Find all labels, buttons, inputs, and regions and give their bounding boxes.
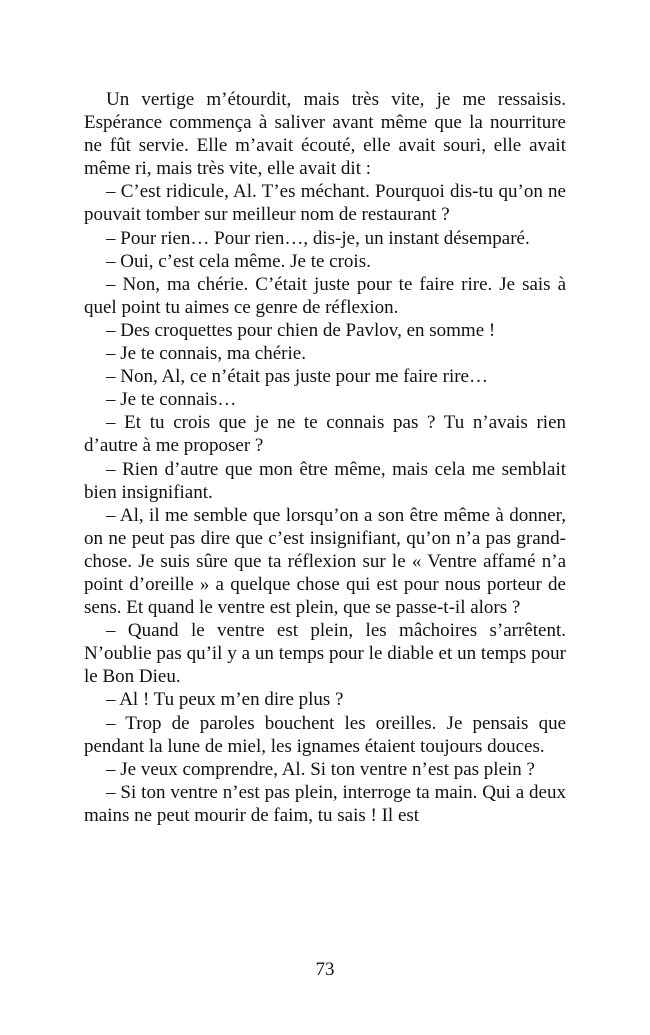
dialogue-line: – Trop de paroles bouchent les oreilles. Je pensais que pendant la lune de miel, les ignames étaient toujours douces.	[84, 712, 566, 757]
page-number: 73	[315, 959, 335, 980]
dialogue-line: – Al, il me semble que lorsqu’on a son être même à donner, on ne peut pas dire que c’est insignifiant, qu’on n’a pas grand-chose. Je suis sûre que ta réflexion sur le « Ventre affamé n’a point d’oreille » a quelque chose qui est pour nous porteur de sens. Et quand le ventre est plein, que se passe-t-il alors ?	[84, 504, 566, 619]
dialogue-line: – Non, Al, ce n’était pas juste pour me faire rire…	[106, 366, 488, 388]
paragraph: Un vertige m’étourdit, mais très vite, je me ressaisis. Espérance commença à saliver avant même que la nourriture ne fût servie. Elle m’avait écouté, elle avait souri, elle avait même ri, mais très vite, elle avait dit :	[84, 89, 566, 180]
dialogue-line: – Non, ma chérie. C’était juste pour te faire rire. Je sais à quel point tu aimes ce genre de réflexion.	[84, 273, 566, 318]
dialogue-line: – Je te connais, ma chérie.	[106, 343, 306, 365]
dialogue-line: – Pour rien… Pour rien…, dis-je, un instant désemparé.	[106, 227, 530, 249]
dialogue-line: – Si ton ventre n’est pas plein, interroge ta main. Qui a deux mains ne peut mourir de faim, tu sais ! Il est	[84, 781, 566, 826]
dialogue-line: – Des croquettes pour chien de Pavlov, en somme !	[106, 319, 496, 341]
dialogue-line: – Oui, c’est cela même. Je te crois.	[106, 250, 371, 272]
dialogue-line: – Je veux comprendre, Al. Si ton ventre n’est pas plein ?	[106, 758, 535, 780]
dialogue-line: – Rien d’autre que mon être même, mais cela me semblait bien insignifiant.	[84, 458, 566, 503]
dialogue-line: – Je te connais…	[106, 389, 237, 411]
dialogue-line: – Quand le ventre est plein, les mâchoires s’arrêtent. N’oublie pas qu’il y a un temps pour le diable et un temps pour le Bon Dieu.	[84, 620, 566, 688]
dialogue-line: – Et tu crois que je ne te connais pas ? Tu n’avais rien d’autre à me proposer ?	[84, 412, 566, 457]
page-body-text	[84, 88, 566, 827]
dialogue-line: – Al ! Tu peux m’en dire plus ?	[106, 689, 344, 711]
dialogue-line: – C’est ridicule, Al. T’es méchant. Pourquoi dis-tu qu’on ne pouvait tomber sur meilleur nom de restaurant ?	[84, 181, 566, 226]
